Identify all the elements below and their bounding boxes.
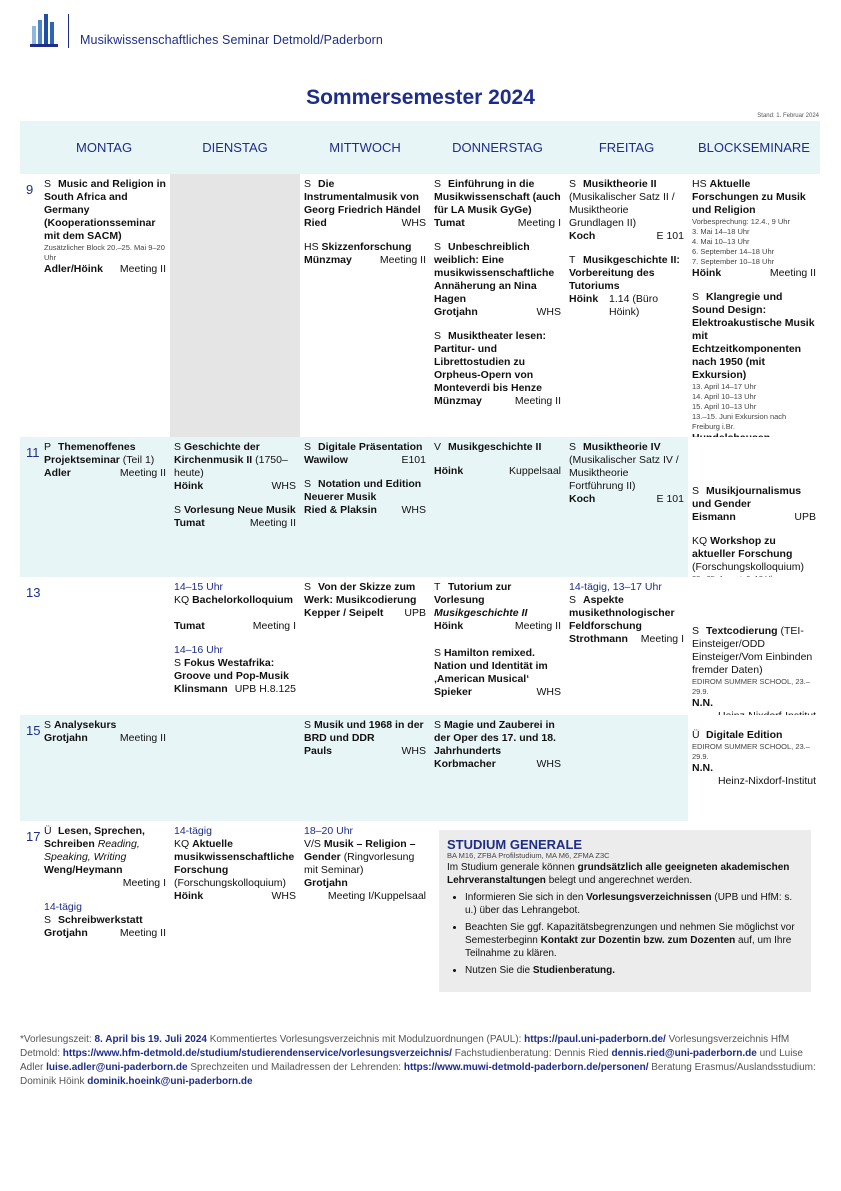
text-bold: Kontakt zur Dozentin bzw. zum Dozenten xyxy=(540,935,736,946)
course-room: E101 xyxy=(401,454,426,466)
course-title: Geschichte der Kirchenmusik II xyxy=(174,441,260,466)
hour-label: 9 xyxy=(26,182,34,197)
course-entry xyxy=(434,647,561,699)
course-lecturer: Tumat xyxy=(174,517,205,529)
course-entry xyxy=(692,178,816,280)
course-room: UPB xyxy=(404,607,426,619)
course-lecturer: Grotjahn xyxy=(434,306,478,318)
course-type: S xyxy=(434,241,442,253)
tue-17 xyxy=(170,821,300,981)
course-entry xyxy=(692,485,816,524)
fri-15-empty xyxy=(565,715,688,821)
course-title: Themenoffenes Projektseminar xyxy=(44,441,136,466)
course-type: S xyxy=(174,441,182,453)
day-wednesday: MITTWOCH xyxy=(329,140,401,155)
course-room: UPB H.8.125 xyxy=(234,683,296,695)
course-title: Tutorium zur Vorlesung xyxy=(434,581,512,606)
course-lecturer: Grotjahn xyxy=(304,877,348,889)
org-name: Musikwissenschaftliches Seminar Detmold/Paderborn xyxy=(80,33,383,47)
course-lecturer: Grotjahn xyxy=(44,927,88,939)
email-ried[interactable]: dennis.ried@uni-paderborn.de xyxy=(611,1048,757,1059)
course-room: Meeting I xyxy=(517,217,561,229)
fri-13 xyxy=(565,577,688,715)
course-room: WHS xyxy=(271,890,296,902)
course-room: Heinz-Nixdorf-Institut xyxy=(717,775,816,787)
course-entry xyxy=(692,729,816,788)
course-entry xyxy=(174,441,296,493)
course-title: Notation und Edition Neuerer Musik xyxy=(304,478,422,503)
block-11 xyxy=(688,437,820,577)
seminar-logo xyxy=(30,14,60,48)
wed-15 xyxy=(300,715,430,821)
course-title: Musiktheorie IV xyxy=(583,441,661,453)
text: Im Studium generale können xyxy=(447,862,578,873)
course-room: E 101 xyxy=(656,493,684,505)
course-time: 14–16 Uhr xyxy=(174,644,224,656)
course-title: Musik und 1968 in der BRD und DDR xyxy=(304,719,424,744)
course-lecturer: Pauls xyxy=(304,745,333,757)
thu-15 xyxy=(430,715,565,821)
hour-label: 17 xyxy=(26,829,41,844)
tue-13 xyxy=(170,577,300,715)
course-room: Meeting I/Kuppelsaal xyxy=(327,890,426,902)
course-lecturer: Ried xyxy=(304,217,327,229)
course-time: 18–20 Uhr xyxy=(304,825,354,837)
course-type: S xyxy=(569,178,577,190)
text: Fachstudienberatung: Dennis Ried xyxy=(454,1048,612,1059)
thu-11 xyxy=(430,437,565,577)
course-title: Die Instrumentalmusik von Georg Friedrich Händel xyxy=(304,178,421,216)
course-type: KQ xyxy=(174,594,190,606)
course-entry xyxy=(434,719,561,771)
mon-17 xyxy=(20,821,170,981)
course-entry xyxy=(692,291,816,445)
course-title: Aktuelle Forschungen zu Musik und Religion xyxy=(692,178,806,216)
course-type: S xyxy=(174,504,182,516)
course-title: Analysekurs xyxy=(53,719,117,731)
course-entry xyxy=(692,625,816,723)
course-note: 7. September 10–18 Uhr xyxy=(692,257,775,266)
course-type: HS xyxy=(304,241,319,253)
course-title: Digitale Präsentation xyxy=(318,441,423,453)
course-room: WHS xyxy=(536,686,561,698)
wed-17 xyxy=(300,821,430,981)
course-entry xyxy=(174,581,296,633)
course-lecturer: Weng/Heymann xyxy=(44,864,123,876)
course-lecturer: Spieker xyxy=(434,686,472,698)
wed-13 xyxy=(300,577,430,715)
course-type: T xyxy=(569,254,576,266)
slot-11 xyxy=(20,437,820,577)
course-lecturer: Höink xyxy=(174,890,204,902)
course-lecturer: Wawilow xyxy=(304,454,348,466)
course-type: S xyxy=(434,719,442,731)
course-lecturer: N.N. xyxy=(692,697,713,709)
course-type: S xyxy=(44,178,52,190)
course-title: Textcodierung xyxy=(706,625,778,637)
course-type: Ü xyxy=(44,825,52,837)
studium-intro xyxy=(447,861,803,887)
course-lecturer: Ried & Plaksin xyxy=(304,504,377,516)
course-title: Fokus Westafrika: Groove und Pop-Musik xyxy=(174,657,289,682)
course-room: Meeting II xyxy=(514,620,561,632)
course-entry xyxy=(304,441,426,467)
wed-9 xyxy=(300,174,430,437)
course-room: Meeting II xyxy=(379,254,426,266)
text: Nutzen Sie die xyxy=(465,965,533,976)
course-note: EDIROM SUMMER SCHOOL, 23.–29.9. xyxy=(692,742,810,761)
course-title-italic: Reading, Speaking, Writing xyxy=(44,838,140,863)
course-room: Meeting II xyxy=(514,395,561,407)
course-note: 15. April 10–13 Uhr xyxy=(692,402,757,411)
course-title: Hamilton remixed. Nation und Identität im ‚American Musical‘ xyxy=(434,647,548,685)
course-entry xyxy=(569,254,684,319)
course-title: Schreibwerkstatt xyxy=(58,914,143,926)
course-title: Bachelorkolloquium xyxy=(192,594,294,606)
course-room: WHS xyxy=(401,217,426,229)
course-type: S xyxy=(569,441,577,453)
course-type: S xyxy=(692,291,700,303)
day-header-row xyxy=(20,121,820,174)
course-entry xyxy=(44,441,166,480)
course-title: Von der Skizze zum Werk: Musikcodierung xyxy=(304,581,417,606)
course-entry xyxy=(569,441,684,506)
day-friday: FREITAG xyxy=(598,140,655,155)
course-entry xyxy=(569,178,684,243)
course-type: V/S xyxy=(304,838,321,850)
course-lecturer: Korbmacher xyxy=(434,758,496,770)
course-entry xyxy=(434,330,561,408)
course-room: WHS xyxy=(271,480,296,492)
mon-11 xyxy=(20,437,170,577)
course-entry xyxy=(304,478,426,517)
block-13 xyxy=(688,577,820,715)
course-subtitle: (Teil 1) xyxy=(122,454,155,466)
course-entry xyxy=(44,901,166,940)
personen-link[interactable]: https://www.muwi-detmold-paderborn.de/personen/ xyxy=(403,1062,649,1073)
course-lecturer: Tumat xyxy=(174,620,205,632)
course-title: Skizzenforschung xyxy=(321,241,412,253)
stand-date: Stand: 1. Februar 2024 xyxy=(757,113,819,119)
thu-13 xyxy=(430,577,565,715)
course-entry xyxy=(174,825,296,903)
list-item xyxy=(465,921,803,960)
course-room: WHS xyxy=(536,306,561,318)
course-room: UPB xyxy=(794,511,816,523)
course-title: Aktuelle musikwissenschaftliche Forschung xyxy=(174,838,295,876)
course-lecturer: Münzmay xyxy=(434,395,482,407)
tue-9-empty xyxy=(170,174,300,437)
studium-list xyxy=(447,891,803,977)
course-time: 14-tägig, 13–17 Uhr xyxy=(569,581,662,593)
course-room: Meeting I xyxy=(252,620,296,632)
course-title: Musiktheorie II xyxy=(583,178,657,190)
course-subtitle: (Musikalischer Satz IV / Musiktheorie Fortführung II) xyxy=(569,454,679,492)
course-subtitle: (Ringvorlesung mit Seminar) xyxy=(304,851,415,876)
footer-info xyxy=(20,1033,822,1089)
course-entry xyxy=(569,581,684,646)
course-type: S xyxy=(434,178,442,190)
studium-modules: BA M16, ZFBA Profilstudium, MA M6, ZFMA Z3C xyxy=(447,851,610,860)
course-room: Meeting II xyxy=(119,927,166,939)
course-lecturer: Münzmay xyxy=(304,254,352,266)
course-type: S xyxy=(304,719,312,731)
course-lecturer: Strothmann xyxy=(569,633,628,645)
course-lecturer: Eismann xyxy=(692,511,736,523)
block-9 xyxy=(688,174,820,437)
course-lecturer: Höink xyxy=(174,480,204,492)
course-note: 13. April 14–17 Uhr xyxy=(692,382,757,391)
course-type: S xyxy=(44,914,52,926)
text-bold: Studienberatung. xyxy=(532,965,616,976)
course-entry xyxy=(174,504,296,530)
course-type: V xyxy=(434,441,442,453)
text: Beratung Erasmus/Auslandsstudium: Dominik Höink xyxy=(20,1062,816,1087)
course-note: 13.–15. Juni Exkursion nach Freiburg i.Br. xyxy=(692,412,787,431)
course-lecturer: Koch xyxy=(569,493,596,505)
course-title: Musiktheater lesen: Partitur- und Librettostudien zu Orpheus-Opern von Monteverdi bis Henze xyxy=(434,330,547,394)
mon-9 xyxy=(20,174,170,437)
day-block: BLOCKSEMINARE xyxy=(698,140,810,155)
day-monday: MONTAG xyxy=(76,140,133,155)
page-title: Sommersemester 2024 xyxy=(306,86,535,109)
course-type: S xyxy=(434,647,442,659)
course-room: Kuppelsaal xyxy=(509,465,561,477)
course-room: Meeting I xyxy=(640,633,684,645)
course-room: Meeting II xyxy=(119,732,166,744)
course-time: 14-tägig xyxy=(44,901,82,913)
wed-11 xyxy=(300,437,430,577)
course-entry xyxy=(434,178,561,230)
hour-label: 13 xyxy=(26,585,41,600)
course-room: Meeting II xyxy=(119,263,166,275)
hfm-link[interactable]: https://www.hfm-detmold.de/studium/studierendenservice/vorlesungsverzeichnis/ xyxy=(62,1048,452,1059)
course-type: S xyxy=(434,330,442,342)
course-title: Musikjournalismus und Gender xyxy=(692,485,802,510)
course-entry xyxy=(44,719,166,745)
course-entry xyxy=(304,581,426,620)
course-room: WHS xyxy=(401,504,426,516)
studium-generale-box xyxy=(439,830,811,992)
course-note: 3. Mai 14–18 Uhr xyxy=(692,227,750,236)
course-title: Lesen, Sprechen, Schreiben xyxy=(44,825,145,850)
course-type: S xyxy=(692,625,700,637)
text: auf, um Ihre Teilnahme zu klären. xyxy=(465,935,792,959)
course-type: P xyxy=(44,441,52,453)
slot-13 xyxy=(20,577,820,715)
text: Beachten Sie ggf. Kapazitätsbegrenzungen und nehmen Sie möglichst vor Semesterbeginn xyxy=(465,922,795,946)
course-room: WHS xyxy=(401,745,426,757)
course-title: Magie und Zauberei in der Oper des 17. und 18. Jahrhunderts xyxy=(434,719,556,757)
course-entry xyxy=(304,825,426,903)
mon-15 xyxy=(20,715,170,821)
course-lecturer: Grotjahn xyxy=(44,732,88,744)
course-lecturer: Höink xyxy=(434,465,464,477)
course-lecturer: Adler/Höink xyxy=(44,263,103,275)
text-bold: Vorlesungsverzeichnissen xyxy=(586,892,712,903)
text: und Luise Adler xyxy=(20,1048,803,1073)
course-subtitle: (Forschungskolloquium) xyxy=(174,877,287,889)
course-room: Meeting I xyxy=(122,877,166,889)
course-entry xyxy=(174,644,296,696)
course-room: Meeting II xyxy=(249,517,296,529)
course-note: 14. April 10–13 Uhr xyxy=(692,392,757,401)
course-time: 14-tägig xyxy=(174,825,212,837)
course-type: Ü xyxy=(692,729,700,741)
thu-9 xyxy=(430,174,565,437)
studium-title: STUDIUM GENERALE xyxy=(447,837,583,852)
course-type: S xyxy=(174,657,182,669)
text-bold: grundsätzlich alle geeigneten akademischen Lehrveranstaltungen xyxy=(447,862,790,886)
course-title: Musikgeschichte II: Vorbereitung des Tutoriums xyxy=(569,254,680,292)
day-tuesday: DIENSTAG xyxy=(202,140,268,155)
course-note: Vorbesprechung: 12.4., 9 Uhr xyxy=(692,217,790,226)
course-lecturer: Höink xyxy=(434,620,464,632)
course-room: Meeting II xyxy=(119,467,166,479)
course-title: Musikgeschichte II xyxy=(448,441,542,453)
slot-9 xyxy=(20,174,820,437)
course-lecturer: Koch xyxy=(569,230,596,242)
list-item xyxy=(465,891,803,917)
course-type: S xyxy=(304,478,312,490)
text: Informieren Sie sich in den xyxy=(465,892,587,903)
course-title: Music and Religion in South Africa and Germany (Kooperationsseminar mit dem SACM) xyxy=(44,178,166,242)
text: Vorlesungsverzeichnis HfM Detmold: xyxy=(20,1034,790,1059)
fri-9 xyxy=(565,174,688,437)
course-time: 14–15 Uhr xyxy=(174,581,224,593)
day-thursday: DONNERSTAG xyxy=(452,140,543,155)
course-room: 1.14 (Büro Höink) xyxy=(609,293,659,318)
course-entry xyxy=(434,241,561,319)
course-type: S xyxy=(304,581,312,593)
course-type: S xyxy=(44,719,52,731)
course-entry xyxy=(304,241,426,267)
course-lecturer: Tumat xyxy=(434,217,465,229)
course-title: Klangregie und Sound Design: Elektroakustische Musik mit Echtzeitkomponenten nach 1950 (mit Exkursion) xyxy=(692,291,815,381)
course-type: S xyxy=(692,485,700,497)
course-title: Unbeschreiblich weiblich: Eine musikwissenschaftliche Annäherung an Nina Hagen xyxy=(434,241,555,305)
course-entry xyxy=(434,441,561,478)
course-entry xyxy=(304,178,426,230)
course-room: E 101 xyxy=(656,230,684,242)
course-type: T xyxy=(434,581,441,593)
text: Kommentiertes Vorlesungsverzeichnis mit Modulzuordnungen (PAUL): xyxy=(209,1034,525,1045)
course-subtitle: (TEI-Einsteiger/ODD Einsteiger/Vom Einbinden fremder Daten) xyxy=(692,625,813,676)
course-room: WHS xyxy=(536,758,561,770)
course-type: S xyxy=(304,178,312,190)
text: *Vorlesungszeit: xyxy=(20,1034,95,1045)
course-type: S xyxy=(304,441,312,453)
course-note: Zusätzlicher Block 20.–25. Mai 9–20 Uhr xyxy=(44,243,165,262)
course-type: S xyxy=(569,594,577,606)
course-entry xyxy=(44,825,166,890)
course-note: 4. Mai 10–13 Uhr xyxy=(692,237,750,246)
course-title-italic: Musikgeschichte II xyxy=(434,607,528,619)
course-lecturer: N.N. xyxy=(692,762,713,774)
course-title: Workshop zu aktueller Forschung xyxy=(692,535,793,560)
course-subtitle: (1750–heute) xyxy=(174,454,288,479)
course-entry xyxy=(44,178,166,276)
logo-divider xyxy=(68,14,69,48)
email-hoeink[interactable]: dominik.hoeink@uni-paderborn.de xyxy=(87,1076,253,1087)
text: (UPB und HfM: s. u.) über das Lehrangebot. xyxy=(465,892,793,916)
email-adler[interactable]: luise.adler@uni-paderborn.de xyxy=(46,1062,188,1073)
course-entry xyxy=(434,581,561,633)
course-title: Musik – Religion – Gender xyxy=(304,838,416,863)
mon-13-empty xyxy=(20,577,170,715)
lecture-period: 8. April bis 19. Juli 2024 xyxy=(94,1034,207,1045)
course-subtitle: (Musikalischer Satz II / Musiktheorie Grundlagen II) xyxy=(569,191,675,229)
course-title: Aspekte musikethnologischer Feldforschung xyxy=(569,594,675,632)
course-subtitle: (Forschungskolloquium) xyxy=(692,561,805,573)
course-lecturer: Kepper / Seipelt xyxy=(304,607,384,619)
course-type: HS xyxy=(692,178,707,190)
slot-15 xyxy=(20,715,820,821)
hour-label: 15 xyxy=(26,723,41,738)
course-title: Einführung in die Musikwissenschaft (auch für LA Musik GyGe) xyxy=(434,178,561,216)
course-lecturer: Höink xyxy=(569,293,599,305)
course-type: KQ xyxy=(174,838,190,850)
course-note: EDIROM SUMMER SCHOOL, 23.–29.9. xyxy=(692,677,810,696)
course-entry xyxy=(304,719,426,758)
course-title: Vorlesung Neue Musik xyxy=(183,504,296,516)
course-type: KQ xyxy=(692,535,708,547)
course-lecturer: Höink xyxy=(692,267,722,279)
course-title: Digitale Edition xyxy=(706,729,783,741)
course-lecturer: Klinsmann xyxy=(174,683,228,695)
block-15 xyxy=(688,715,820,821)
list-item xyxy=(465,964,803,977)
text: belegt und angerechnet werden. xyxy=(545,875,693,886)
fri-11 xyxy=(565,437,688,577)
tue-11 xyxy=(170,437,300,577)
course-note: 6. September 14–18 Uhr xyxy=(692,247,775,256)
tue-15-empty xyxy=(170,715,300,821)
paul-link[interactable]: https://paul.uni-paderborn.de/ xyxy=(524,1034,666,1045)
text: Sprechzeiten und Mailadressen der Lehrenden: xyxy=(190,1062,404,1073)
course-lecturer: Adler xyxy=(44,467,71,479)
course-room: Meeting II xyxy=(769,267,816,279)
hour-label: 11 xyxy=(26,445,40,460)
